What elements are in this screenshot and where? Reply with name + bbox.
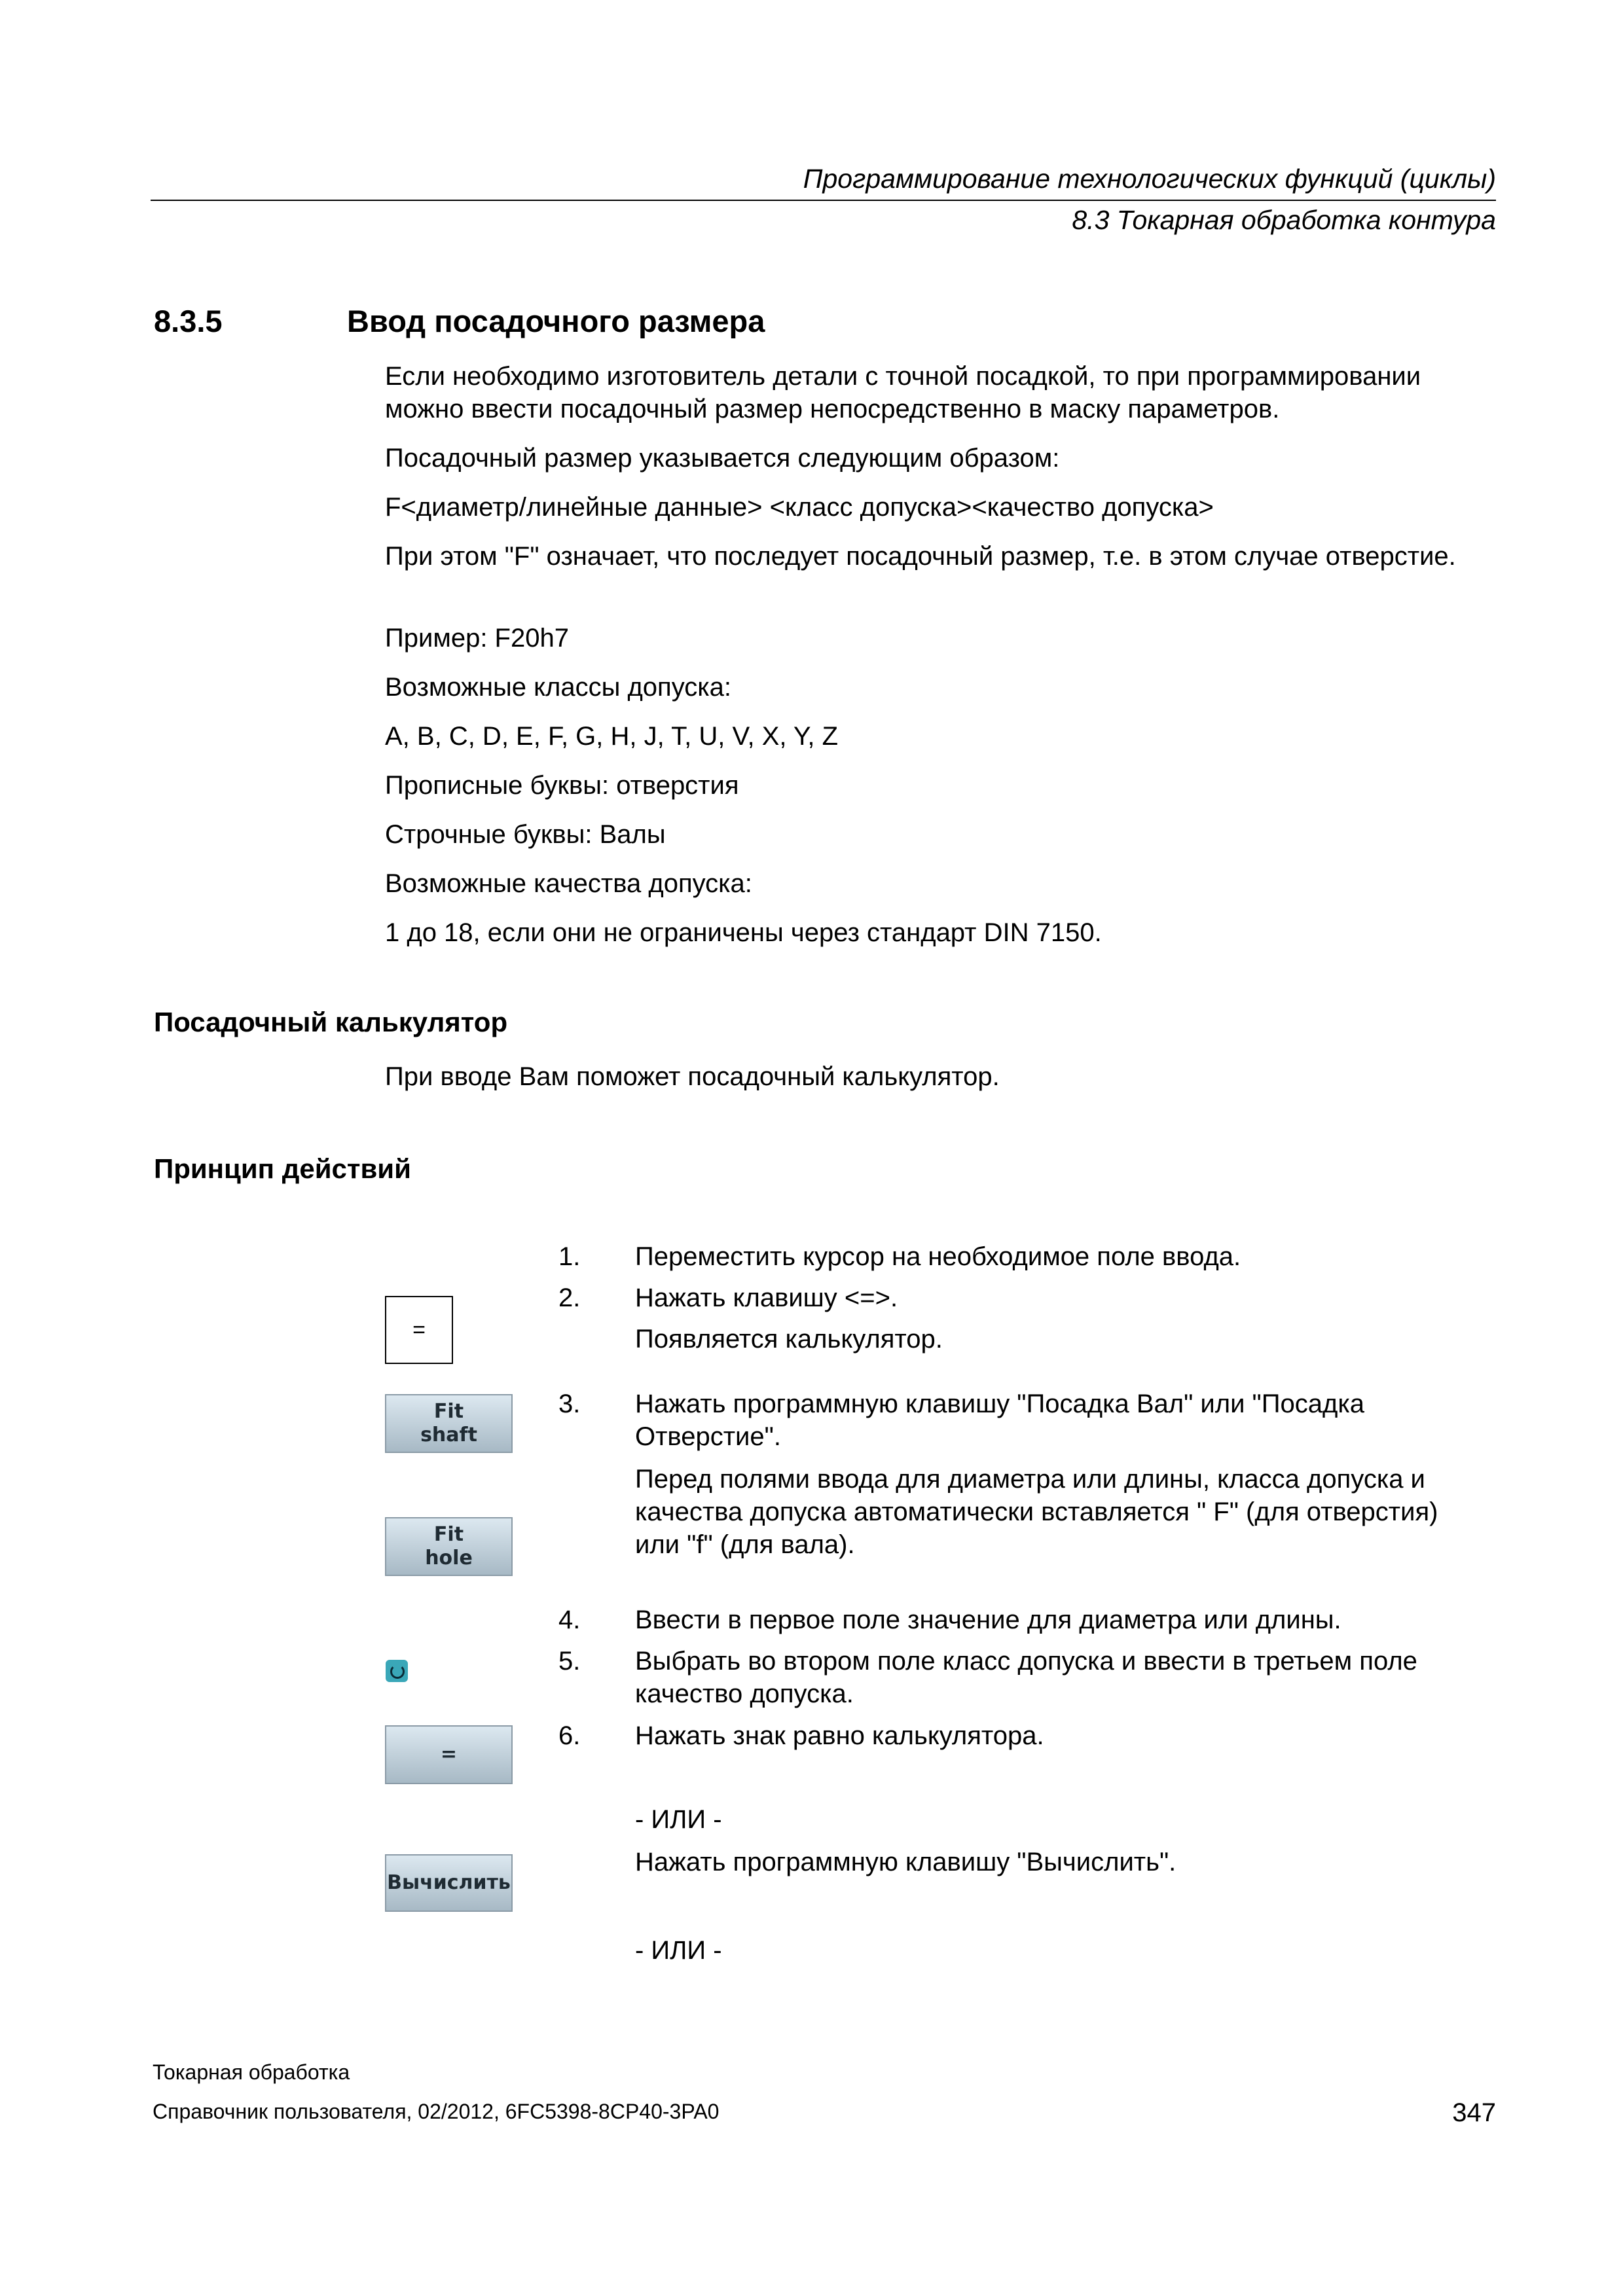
equals-softkey-label: = [440, 1743, 458, 1766]
calculator-text: При вводе Вам поможет посадочный калькулятор. [385, 1062, 1000, 1091]
step-text: Ввести в первое поле значение для диаметра или длины. [635, 1605, 1341, 1634]
header-section: 8.3 Токарная обработка контура [1072, 205, 1496, 235]
fit-shaft-softkey[interactable] [385, 1394, 513, 1453]
paragraph-classes-label: Возможные классы допуска: [385, 673, 732, 702]
step-number: 2. [558, 1283, 581, 1312]
fit-hole-softkey[interactable] [385, 1517, 513, 1576]
step-text: Переместить курсор на необходимое поле ввода. [635, 1242, 1241, 1271]
fit-shaft-label-line2: shaft [420, 1424, 477, 1446]
paragraph-example: Пример: F20h7 [385, 624, 569, 653]
calculator-heading: Посадочный калькулятор [154, 1007, 508, 1037]
paragraph-lowercase: Строчные буквы: Валы [385, 820, 666, 849]
step-number: 3. [558, 1390, 581, 1418]
paragraph-intro: Если необходимо изготовитель детали с точной посадкой, то при программировании можно ввести посадочный размер непосредственно в маску параметров. [385, 362, 1421, 423]
paragraph-classes: A, B, C, D, E, F, G, H, J, T, U, V, X, Y, Z [385, 722, 839, 751]
page-number: 347 [1452, 2098, 1496, 2127]
step-note: Появляется калькулятор. [635, 1325, 943, 1354]
select-cycle-icon[interactable] [386, 1660, 408, 1682]
header-rule [151, 200, 1496, 201]
section-title: Ввод посадочного размера [347, 304, 765, 338]
equals-key-label: = [412, 1317, 426, 1342]
fit-hole-label-line2: hole [425, 1547, 473, 1570]
or-separator: - ИЛИ - [635, 1936, 722, 1965]
calculate-softkey-label: Вычислить [387, 1871, 511, 1894]
step-text: Нажать клавишу <=>. [635, 1283, 898, 1312]
footer-manual-info: Справочник пользователя, 02/2012, 6FC5398-8CP40-3PA0 [153, 2100, 720, 2123]
step-text: Нажать знак равно калькулятора. [635, 1721, 1044, 1750]
step-number: 4. [558, 1605, 581, 1634]
step-note: Перед полями ввода для диаметра или длины, класса допуска и качества допуска автоматически вставляется " F" (для отверстия) или "f" (для вала). [635, 1465, 1438, 1559]
paragraph-qualities-label: Возможные качества допуска: [385, 869, 752, 898]
or-separator: - ИЛИ - [635, 1805, 722, 1834]
step-number: 1. [558, 1242, 581, 1271]
alternative-step-text: Нажать программную клавишу "Вычислить". [635, 1848, 1176, 1876]
paragraph-format-intro: Посадочный размер указывается следующим образом: [385, 444, 1060, 473]
paragraph-qualities: 1 до 18, если они не ограничены через стандарт DIN 7150. [385, 918, 1102, 947]
equals-softkey[interactable] [385, 1725, 513, 1784]
paragraph-format: F<диаметр/линейные данные> <класс допуска><качество допуска> [385, 493, 1214, 522]
step-text: Выбрать во втором поле класс допуска и ввести в третьем поле качество допуска. [635, 1647, 1417, 1708]
footer-title: Токарная обработка [153, 2060, 350, 2084]
step-number: 5. [558, 1647, 581, 1676]
equals-key[interactable] [385, 1296, 453, 1364]
paragraph-f-meaning: При этом "F" означает, что последует посадочный размер, т.е. в этом случае отверстие. [385, 542, 1456, 571]
paragraph-uppercase: Прописные буквы: отверстия [385, 771, 739, 800]
header-chapter: Программирование технологических функций (циклы) [803, 164, 1496, 194]
fit-hole-label-line1: Fit [433, 1523, 464, 1546]
calculate-softkey[interactable] [385, 1854, 513, 1912]
step-number: 6. [558, 1721, 581, 1750]
fit-shaft-label-line1: Fit [433, 1400, 464, 1423]
section-number: 8.3.5 [154, 304, 223, 338]
procedure-heading: Принцип действий [154, 1153, 411, 1184]
step-text: Нажать программную клавишу "Посадка Вал" или "Посадка Отверстие". [635, 1390, 1364, 1451]
